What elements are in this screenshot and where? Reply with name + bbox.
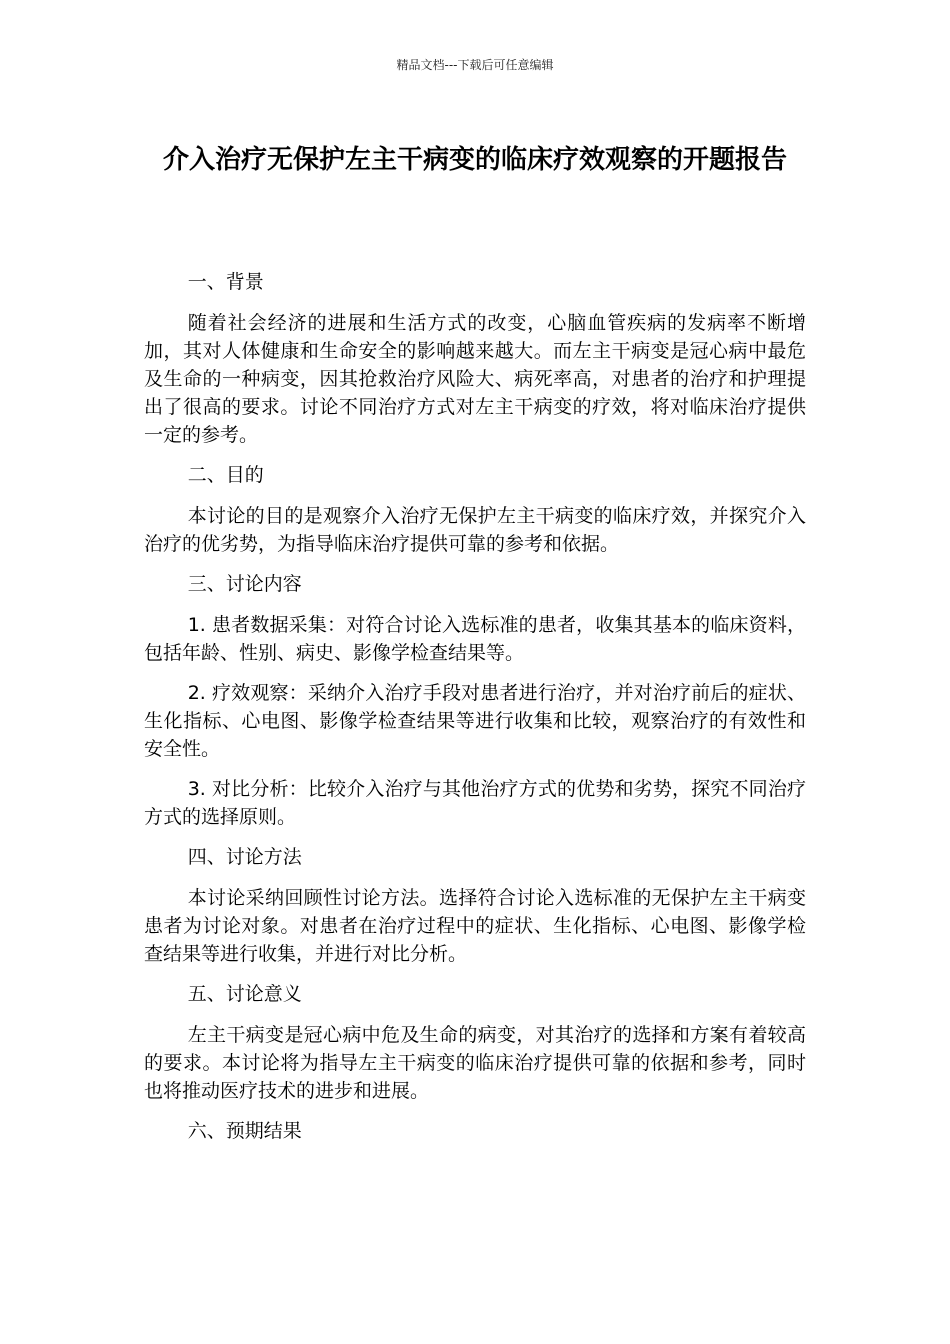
paragraph-significance: 左主干病变是冠心病中危及生命的病变，对其治疗的选择和方案有着较高的要求。本讨论将为指导左主干病变的临床治疗提供可靠的依据和参考，同时也将推动医疗技术的进步和进展。	[144, 1024, 806, 1102]
section-heading-significance: 五、讨论意义	[187, 983, 302, 1005]
list-item-efficacy-observation: 2. 疗效观察：采纳介入治疗手段对患者进行治疗，并对治疗前后的症状、生化指标、心电图、影像学检查结果等进行收集和比较，观察治疗的有效性和安全性。	[144, 682, 806, 760]
header-note: 精品文档---下载后可任意编辑	[396, 58, 554, 72]
list-item-data-collection: 1. 患者数据采集：对符合讨论入选标准的患者，收集其基本的临床资料，包括年龄、性别、病史、影像学检查结果等。	[144, 614, 806, 664]
list-item-comparative-analysis: 3. 对比分析：比较介入治疗与其他治疗方式的优势和劣势，探究不同治疗方式的选择原则。	[144, 778, 806, 828]
document-body	[144, 268, 806, 1158]
paragraph-background: 随着社会经济的进展和生活方式的改变，心脑血管疾病的发病率不断增加，其对人体健康和生命安全的影响越来越大。而左主干病变是冠心病中最危及生命的一种病变，因其抢救治疗风险大、病死率高，对患者的治疗和护理提出了很高的要求。讨论不同治疗方式对左主干病变的疗效，将对临床治疗提供一定的参考。	[144, 312, 806, 446]
section-heading-expected: 六、预期结果	[187, 1120, 302, 1142]
paragraph-method: 本讨论采纳回顾性讨论方法。选择符合讨论入选标准的无保护左主干病变患者为讨论对象。对患者在治疗过程中的症状、生化指标、心电图、影像学检查结果等进行收集，并进行对比分析。	[144, 887, 806, 965]
section-heading-method: 四、讨论方法	[187, 846, 302, 868]
section-heading-content: 三、讨论内容	[187, 573, 302, 595]
paragraph-purpose: 本讨论的目的是观察介入治疗无保护左主干病变的临床疗效，并探究介入治疗的优劣势，为指导临床治疗提供可靠的参考和依据。	[144, 505, 806, 555]
section-heading-purpose: 二、目的	[187, 464, 264, 486]
section-heading-background: 一、背景	[187, 271, 264, 293]
document-title: 介入治疗无保护左主干病变的临床疗效观察的开题报告	[162, 145, 787, 175]
